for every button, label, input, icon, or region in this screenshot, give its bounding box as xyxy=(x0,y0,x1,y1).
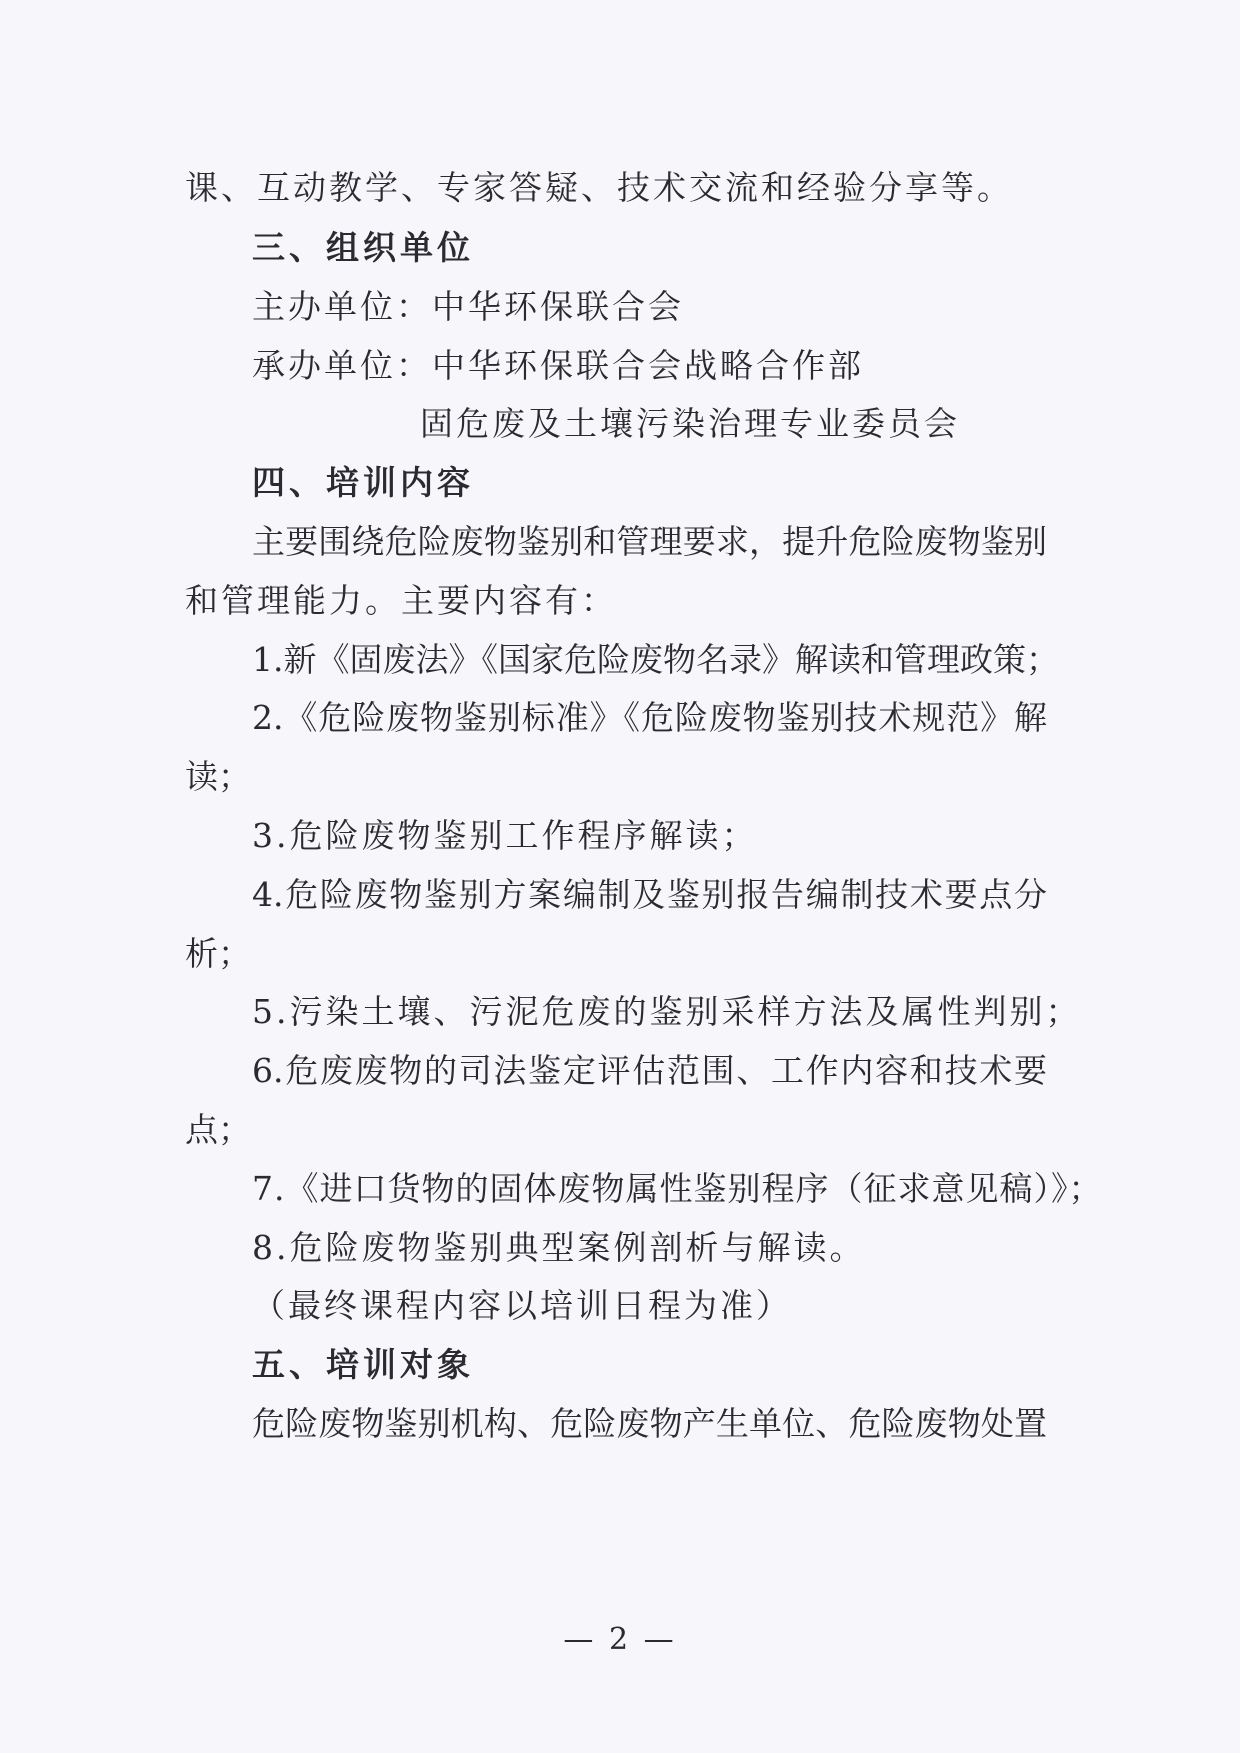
section-heading-audience: 五、培训对象 xyxy=(252,1345,474,1384)
host-unit-line: 主办单位：中华环保联合会 xyxy=(252,287,684,326)
note-line: （最终课程内容以培训日程为准） xyxy=(252,1286,792,1325)
list-item-8: 8.危险废物鉴别典型案例剖析与解读。 xyxy=(252,1228,866,1267)
list-item-2-cont: 读； xyxy=(185,757,251,796)
list-item-4: 4.危险废物鉴别方案编制及鉴别报告编制技术要点分 xyxy=(252,875,1047,914)
list-item-6-cont: 点； xyxy=(185,1110,251,1149)
list-item-3: 3.危险废物鉴别工作程序解读； xyxy=(252,816,758,855)
list-item-6: 6.危废废物的司法鉴定评估范围、工作内容和技术要 xyxy=(252,1051,1047,1090)
organizer-unit-line-2: 固危废及土壤污染治理专业委员会 xyxy=(420,404,960,443)
paragraph-line: 课、互动教学、专家答疑、技术交流和经验分享等。 xyxy=(185,168,1013,207)
page-number: — 2 — xyxy=(563,1622,677,1657)
section-heading-organizers: 三、组织单位 xyxy=(252,228,474,267)
list-item-4-cont: 析； xyxy=(185,934,251,973)
organizer-unit-line: 承办单位：中华环保联合会战略合作部 xyxy=(252,346,864,385)
paragraph-line: 主要围绕危险废物鉴别和管理要求，提升危险废物鉴别 xyxy=(252,522,1047,561)
section-heading-content: 四、培训内容 xyxy=(252,463,474,502)
list-item-1: 1.新《固废法》《国家危险废物名录》解读和管理政策； xyxy=(252,640,1059,679)
list-item-5: 5.污染土壤、污泥危废的鉴别采样方法及属性判别； xyxy=(252,992,1082,1031)
paragraph-line: 和管理能力。主要内容有： xyxy=(185,581,617,620)
list-item-7: 7.《进口货物的固体废物属性鉴别程序（征求意见稿）》； xyxy=(252,1169,1103,1208)
paragraph-line: 危险废物鉴别机构、危险废物产生单位、危险废物处置 xyxy=(252,1404,1047,1443)
list-item-2: 2.《危险废物鉴别标准》《危险废物鉴别技术规范》解 xyxy=(252,698,1047,737)
